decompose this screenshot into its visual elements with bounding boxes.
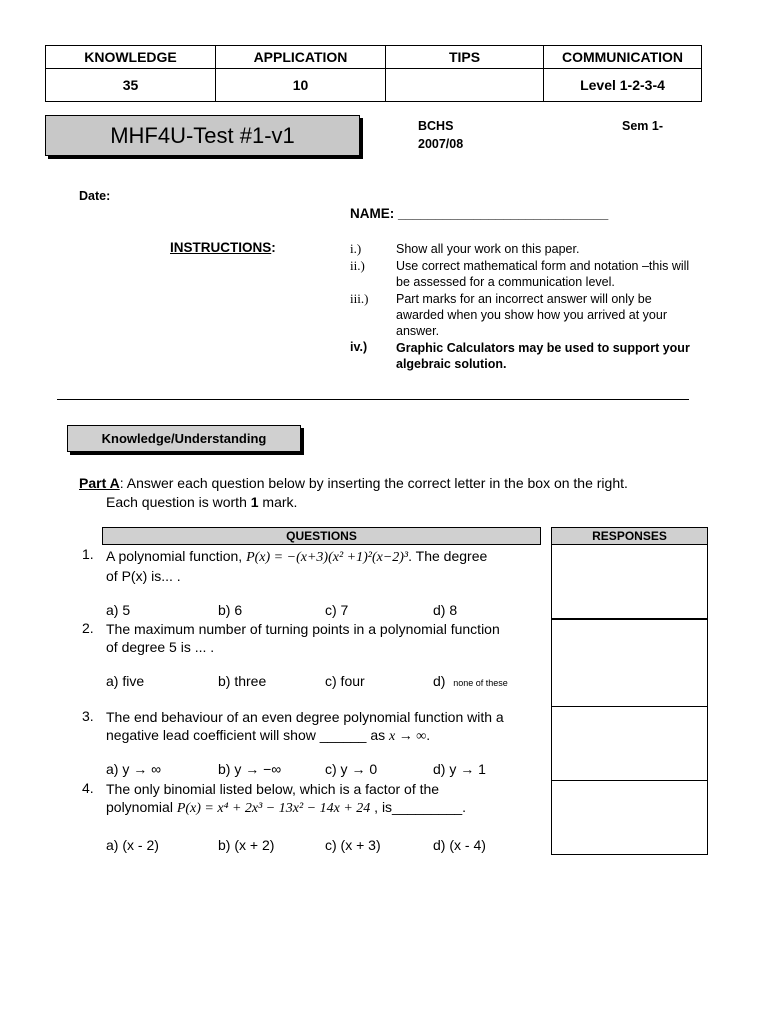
response-box-4[interactable]	[551, 780, 708, 855]
q3-option-b: b) y → −∞	[218, 761, 282, 777]
q1-text-a: A polynomial function,	[106, 548, 247, 564]
instruction-num-3: iii.)	[350, 291, 369, 306]
question-text-3: The end behaviour of an even degree polynomial function with a negative lead coefficient will show ______ as x → ∞.	[106, 708, 546, 746]
part-a-label: Part A	[79, 475, 120, 491]
section-title: Knowledge/Understanding	[67, 425, 301, 452]
instruction-num-1: i.)	[350, 241, 362, 256]
q4-option-c: c) (x + 3)	[325, 837, 381, 853]
q2-option-c: c) four	[325, 673, 365, 689]
q1-option-b: b) 6	[218, 602, 243, 618]
header-knowledge: KNOWLEDGE	[46, 46, 216, 69]
semester: Sem 1-	[622, 119, 663, 133]
instruction-text-3: Part marks for an incorrect answer will only be awarded when you show how you arrived at your answer.	[396, 292, 667, 338]
header-communication: COMMUNICATION	[544, 46, 702, 69]
score-table	[45, 45, 702, 102]
q4-option-b: b) (x + 2)	[218, 837, 275, 853]
q4-text-a: The only binomial listed below, which is a factor of the	[106, 781, 440, 797]
response-box-3[interactable]	[551, 706, 708, 781]
instruction-num-2: ii.)	[350, 258, 365, 273]
question-text-1	[106, 547, 546, 585]
question-number-2: 2.	[82, 620, 94, 636]
part-a-text: : Answer each question below by inserting the correct letter in the box on the right.	[119, 475, 628, 491]
part-a-worth: Each question is worth	[106, 494, 251, 510]
responses-header: RESPONSES	[551, 527, 708, 545]
q2-text-a: The maximum number of turning points in a polynomial function	[106, 621, 500, 637]
part-a-mark-unit: mark.	[258, 494, 298, 510]
question-text-4	[106, 780, 546, 818]
q1-option-c: c) 7	[325, 602, 349, 618]
instructions-label: INSTRUCTIONS	[170, 240, 272, 255]
response-box-2[interactable]	[551, 619, 708, 707]
date-label: Date:	[79, 189, 111, 203]
q3-option-a: a) y → ∞	[106, 761, 162, 777]
q2-option-d	[433, 673, 508, 689]
part-a-instructions	[79, 474, 699, 512]
part-a-mark: 1	[250, 494, 259, 510]
school-name: BCHS	[418, 119, 454, 133]
q4-option-d: d) (x - 4)	[433, 837, 486, 853]
q4-option-a: a) (x - 2)	[106, 837, 159, 853]
instruction-text-1: Show all your work on this paper.	[396, 242, 580, 256]
header-tips: TIPS	[386, 46, 544, 69]
test-title: MHF4U-Test #1-v1	[45, 115, 360, 156]
instruction-num-4: iv.)	[350, 340, 368, 354]
value-tips	[386, 69, 544, 102]
question-number-3: 3.	[82, 708, 94, 724]
q3-text-c: negative lead coefficient will show ______ as	[106, 727, 390, 743]
response-box-1[interactable]	[551, 544, 708, 619]
q1-math: P(x) = −(x+3)(x² +1)²(x−2)³	[246, 550, 409, 565]
q3-option-c: c) y → 0	[325, 761, 378, 777]
q2-option-a: a) five	[106, 673, 145, 689]
value-application: 10	[216, 69, 386, 102]
divider-line	[57, 399, 689, 400]
q2-text-c: of degree 5 is ... .	[106, 639, 215, 655]
value-communication: Level 1-2-3-4	[544, 69, 702, 102]
q4-text-c: polynomial	[106, 799, 177, 815]
instruction-text-2: Use correct mathematical form and notation –this will be assessed for a communication level.	[396, 259, 690, 289]
q2-option-d-label: d)	[433, 673, 446, 689]
q2-option-d-text: none of these	[453, 678, 508, 688]
q3-option-d: d) y → 1	[433, 761, 486, 777]
questions-header: QUESTIONS	[102, 527, 541, 545]
question-number-1: 1.	[82, 546, 94, 562]
instructions-heading: INSTRUCTIONS:	[170, 240, 276, 255]
q3-text-a: The end behaviour of an even degree polynomial function with a	[106, 709, 504, 725]
q4-math: P(x) = x⁴ + 2x³ − 13x² − 14x + 24	[176, 801, 371, 816]
header-application: APPLICATION	[216, 46, 386, 69]
q1-text-b: . The degree	[408, 548, 488, 564]
school-year: 2007/08	[418, 137, 464, 151]
q4-text-d: , is_________.	[370, 799, 467, 815]
q1-text-c: of P(x) is... .	[106, 568, 181, 584]
q3-math: x → ∞	[389, 729, 427, 744]
name-field: NAME: ____________________________	[350, 206, 609, 221]
q1-option-d: d) 8	[433, 602, 458, 618]
q1-option-a: a) 5	[106, 602, 131, 618]
value-knowledge: 35	[46, 69, 216, 102]
q2-option-b: b) three	[218, 673, 267, 689]
question-text-2	[106, 620, 546, 656]
question-number-4: 4.	[82, 780, 94, 796]
instruction-text-4: Graphic Calculators may be used to support your algebraic solution.	[396, 341, 690, 371]
